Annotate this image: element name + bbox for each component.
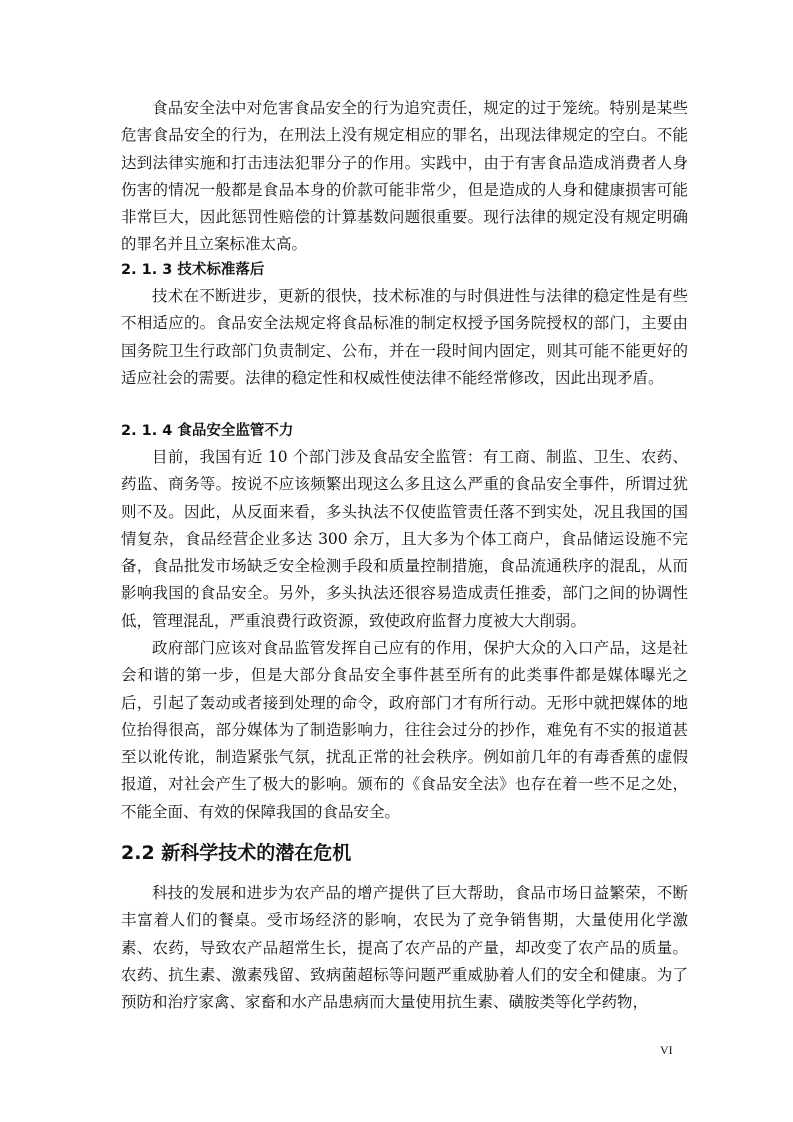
paragraph-government-role: 政府部门应该对食品监管发挥自己应有的作用，保护大众的入口产品，这是社会和谐的第一步，但是大部分食品安全事件甚至所有的此类事件都是媒体曝光之后，引起了轰动或者接到处理的命令，政府部门才有所行动。无形中就把媒体的地位抬得很高，部分媒体为了制造影响力，往往会过分的抄作，难免有不实的报道甚至以讹传讹，制造紧张气氛，扰乱正常的社会秩序。例如前几年的有毒香蕉的虚假报道，对社会产生了极大的影响。颁布的《食品安全法》也存在着一些不足之处，不能全面、有效的保障我国的食品安全。 (121, 639, 688, 821)
heading-2-1-4: 2. 1. 4 食品安全监管不力 (121, 423, 294, 439)
paragraph-technology-risk: 科技的发展和进步为农产品的增产提供了巨大帮助，食品市场日益繁荣，不断丰富着人们的餐桌。受市场经济的影响，农民为了竞争销售期，大量使用化学激素、农药，导致农产品超常生长，提高了农产品的产量，却改变了农产品的质量。农药、抗生素、激素残留、致病菌超标等问题严重威胁着人们的安全和健康。为了预防和治疗家禽、家畜和水产品患病而大量使用抗生素、磺胺类等化学药物， (121, 884, 688, 1012)
paragraph-technical-standards: 技术在不断进步，更新的很快，技术标准的与时俱进性与法律的稳定性是有些不相适应的。食品安全法规定将食品标准的制定权授予国务院授权的部门，主要由国务院卫生行政部门负责制定、公布，并在一段时间内固定，则其可能不能更好的适应社会的需要。法律的稳定性和权威性使法律不能经常修改，因此出现矛盾。 (121, 287, 688, 387)
paragraph-penalty-liability: 食品安全法中对危害食品安全的行为追究责任，规定的过于笼统。特别是某些危害食品安全的行为，在刑法上没有规定相应的罪名，出现法律规定的空白。不能达到法律实施和打击违法犯罪分子的作用。实践中，由于有害食品造成消费者人身伤害的情况一般都是食品本身的价款可能非常少，但是造成的人身和健康损害可能非常巨大，因此惩罚性赔偿的计算基数问题很重要。现行法律的规定没有规定明确的罪名并且立案标准太高。 (121, 99, 688, 254)
paragraph-regulatory-departments: 目前，我国有近 10 个部门涉及食品安全监管：有工商、制监、卫生、农药、药监、商务等。按说不应该频繁出现这么多且这么严重的食品安全事件，所谓过犹则不及。因此，从反面来看，多头执法不仅使监管责任落不到实处，况且我国的国情复杂，食品经营企业多达 300 余万，且大多为个体工商户，食品储运设施不完备，食品批发市场缺乏安全检测手段和质量控制措施，食品流通秩序的混乱，从而影响我国的食品安全。另外，多头执法还很容易造成责任推委，部门之间的协调性低，管理混乱，严重浪费行政资源，致使政府监督力度被大大削弱。 (121, 448, 688, 630)
heading-2-1-3: 2. 1. 3 技术标准落后 (121, 262, 265, 278)
heading-2-2: 2.2 新科学技术的潜在危机 (121, 842, 352, 864)
page-number: VI (660, 1043, 673, 1057)
